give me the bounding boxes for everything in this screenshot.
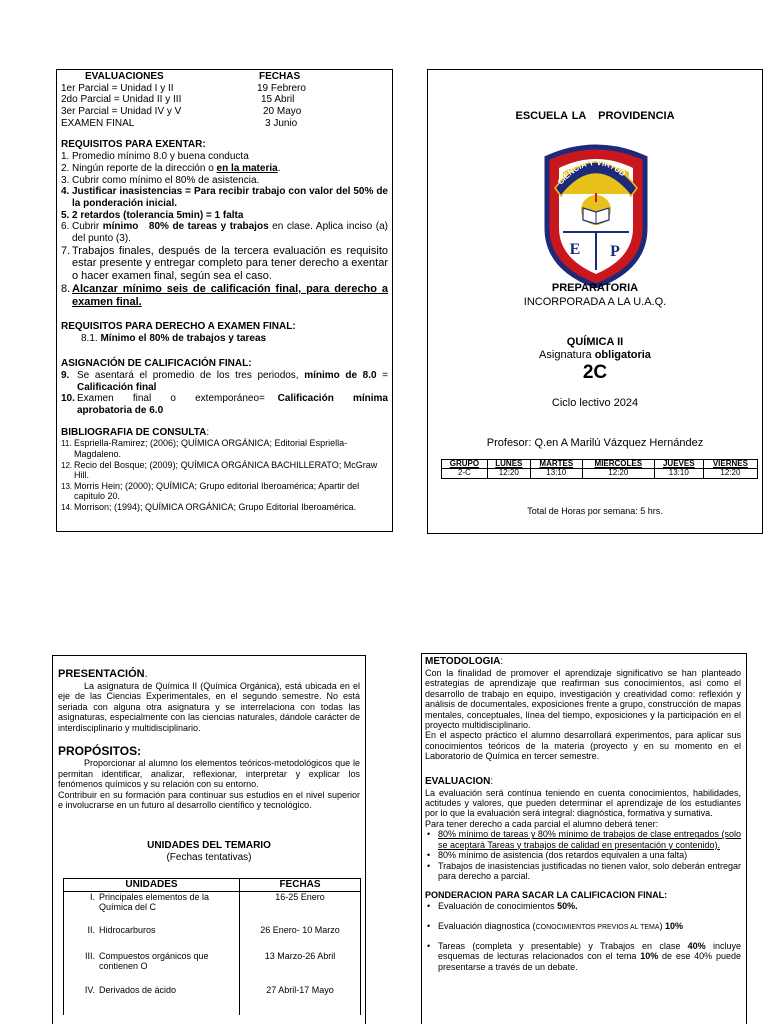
table-header: FECHAS <box>240 879 361 892</box>
table-row <box>64 925 361 951</box>
crest-letter-p: P <box>610 243 620 260</box>
table-cell: 13:10 <box>530 469 582 478</box>
list-item: • Trabajos de inasistencias justificadas no tienen valor, solo deberán entregar para derecho a parcial. <box>427 860 741 882</box>
incorporation-text: INCORPORADA A LA U.A.Q. <box>523 296 667 308</box>
evaluations-table <box>61 71 388 129</box>
evaluations-panel <box>56 69 393 532</box>
table-cell: 26 Enero- 10 Marzo <box>240 925 361 951</box>
bullet-icon: • <box>427 829 431 840</box>
requirements-list <box>425 829 741 881</box>
exentar-list <box>61 151 388 308</box>
crest-letter-e: E <box>569 241 581 258</box>
asignacion-title: ASIGNACIÓN DE CALIFICACIÓN FINAL: <box>61 358 252 370</box>
table-header: JUEVES <box>654 460 703 469</box>
evaluations-header: EVALUACIONES <box>85 71 164 82</box>
bullet-icon: • <box>427 901 431 912</box>
purposes-text-2: Contribuir en su formación para continuar sus estudios en el nivel superior e involucrarse en un futuro al desarrollo científico y tecnológico. <box>58 789 360 811</box>
units-subtitle: (Fechas tentativas) <box>166 852 252 864</box>
bullet-icon: • <box>427 850 431 861</box>
table-header: VIERNES <box>703 460 757 469</box>
methodology-text: Con la finalidad de promover el aprendizaje significativo se han planteado estrategias de aprendizaje que reafirman sus conocimientos, así como el desarrollo de trabajo en equipo, investigación y creatividad como: reflexión y análisis de documentales, exposiciones frente a grupo, construcción de mapas mentales, conceptuales, línea del tiempo, exposiciones y la participación en el proyecto multidisciplinario. <box>425 667 741 730</box>
list-item: 14. Morrison; (1994); QUÍMICA ORGÁNICA; Grupo Editorial Iberoamérica. <box>61 502 357 513</box>
evaluation-date: 19 Febrero <box>257 82 306 94</box>
table-row <box>442 469 758 478</box>
table-cell: 16-25 Enero <box>240 891 361 925</box>
list-item: 3. Cubrir como mínimo el 80% de asistencia. <box>61 174 260 186</box>
weekly-hours: Total de Horas por semana: 5 hrs. <box>527 506 663 516</box>
teacher-name: Profesor: Q.en A Marilú Vázquez Hernández <box>486 437 704 449</box>
table-cell: II. Hidrocarburos <box>64 925 240 951</box>
evaluation-text: La evaluación será continua teniendo en cuenta conocimientos, habilidades, actitudes y valores, que pueden determinar el aprendizaje de los estudiantes por lo que la evaluación será integral: diagnóstica, formativa y sumativa. <box>425 787 741 819</box>
evaluation-date: 20 Mayo <box>263 106 302 118</box>
table-header: MARTES <box>530 460 582 469</box>
purposes-text: Proporcionar al alumno los elementos teóricos-metodológicos que le permitan identificar, analizar, reflexionar, interpretar y explicar los fenómenos químicos y su relación con su entorno. <box>58 758 360 790</box>
table-header: LUNES <box>487 460 530 469</box>
table-cell: 2-C <box>442 469 488 478</box>
bullet-icon: • <box>427 920 431 931</box>
group-label: 2C <box>582 362 608 383</box>
bibliography-title: BIBLIOGRAFIA DE CONSULTA: <box>61 426 210 438</box>
derecho-item: 8.1. Mínimo el 80% de trabajos y tareas <box>81 333 267 345</box>
dates-header: FECHAS <box>259 71 301 82</box>
units-title: UNIDADES DEL TEMARIO <box>147 839 271 851</box>
presentation-text: La asignatura de Química II (Química Orgánica), está ubicada en el eje de las Ciencias Experimentales, en el segundo semestre. No está seriada con alguna otra asignatura y se interrelaciona con todas las asignaturas, especialmente con las ciencias naturales, dándole carácter de interdisciplinario y multidisciplinario. <box>58 680 360 733</box>
table-header: UNIDADES <box>64 879 240 892</box>
table-header-row <box>442 460 758 469</box>
units-table <box>63 878 361 1015</box>
list-item: 13. Morris Hein; (2000); QUÍMICA; Grupo editorial Iberoamérica; Apartir del capitulo 20. <box>61 480 360 502</box>
list-item: • 80% mínimo de tareas y 80% mínimo de trabajos de clase entregados (solo se aceptará Tareas y trabajos de calidad en presentación y contenido). <box>427 829 741 850</box>
evaluation-label: EXAMEN FINAL <box>61 117 135 129</box>
derecho-title: REQUISITOS PARA DERECHO A EXAMEN FINAL: <box>61 321 296 333</box>
table-cell: 13:10 <box>654 469 703 478</box>
school-crest-logo <box>535 138 657 288</box>
school-name: ESCUELA LA PROVIDENCIA <box>515 110 675 122</box>
table-cell: IV. Derivados de ácido <box>64 985 240 1015</box>
crest-motto: CIENCIA Y VIRTUD <box>555 157 628 187</box>
evaluation-title: EVALUACION: <box>425 775 494 787</box>
subject-title: QUÍMICA II <box>566 336 624 348</box>
evaluation-label: 3er Parcial = Unidad IV y V <box>61 106 182 118</box>
grading-title: PONDERACION PARA SACAR LA CALIFICACION FINAL: <box>425 890 668 901</box>
list-item: • Evaluación diagnostica (CONOCIMIENTOS PREVIOS AL TEMA) 10% <box>427 920 684 931</box>
table-header-row <box>64 879 361 892</box>
school-year: Ciclo lectivo 2024 <box>551 397 639 409</box>
evaluation-date: 15 Abril <box>261 94 295 106</box>
exentar-title: REQUISITOS PARA EXENTAR: <box>61 139 206 151</box>
evaluation-label: 1er Parcial = Unidad I y II <box>61 82 174 94</box>
table-cell: 12:20 <box>582 469 654 478</box>
list-item: 12. Recio del Bosque; (2009); QUÍMICA ORGÁNICA BACHILLERATO; McGraw Hill. <box>61 459 378 481</box>
purposes-title: PROPÓSITOS: <box>58 744 142 759</box>
list-item: 5. 2 retardos (tolerancia 5min) = 1 falta <box>61 209 244 221</box>
bullet-icon: • <box>427 940 431 951</box>
evaluation-label: 2do Parcial = Unidad II y III <box>61 94 182 106</box>
table-row <box>64 985 361 1015</box>
list-item: 10. Examen final o extemporáneo= Calificación mínima aprobatoria de 6.0 <box>61 393 391 416</box>
list-item: 1. Promedio mínimo 8.0 y buena conducta <box>61 151 249 163</box>
presentation-panel <box>52 655 366 1024</box>
bibliography-list <box>61 438 388 512</box>
grading-list <box>425 901 741 972</box>
methodology-title: METODOLOGIA: <box>425 656 504 667</box>
evaluation-date: 3 Junio <box>265 117 298 129</box>
subject-type: Asignatura obligatoria <box>539 349 651 361</box>
evaluation-text-2: Para tener derecho a cada parcial el alumno deberá tener: <box>425 818 659 829</box>
list-item: 2. Ningún reporte de la dirección o en la materia. <box>61 162 281 174</box>
table-cell: 27 Abril-17 Mayo <box>240 985 361 1015</box>
list-item: 6. Cubrir mínimo 80% de tareas y trabajos en clase. Aplica inciso (a) del punto (3). <box>61 221 388 245</box>
bullet-icon: • <box>427 860 431 871</box>
table-row <box>64 951 361 985</box>
list-item: 11. Espriella-Ramirez; (2006); QUÍMICA ORGÁNICA; Editorial Espriella-Magdaleno. <box>61 438 348 460</box>
table-row <box>64 891 361 925</box>
presentation-title: PRESENTACIÓN. <box>58 668 148 680</box>
methodology-text-2: En el aspecto práctico el alumno desarrollará experimentos, para aplicar sus conocimientos teóricos de la materia (proyecto y en su momento en el Laboratorio de Química en tercer semestre. <box>425 730 741 762</box>
preparatoria-title: PREPARATORIA <box>551 282 639 294</box>
table-cell: 13 Marzo-26 Abril <box>240 951 361 985</box>
table-cell: III. Compuestos orgánicos que contienen O <box>64 951 240 985</box>
list-item: 4. Justificar inasistencias = Para recibir trabajo con valor del 50% de la ponderación inicial. <box>61 186 388 209</box>
schedule-table <box>441 459 758 479</box>
list-item: • Evaluación de conocimientos 50%. <box>427 901 578 912</box>
list-item: 9. Se asentará el promedio de los tres periodos, mínimo de 8.0 = Calificación final <box>61 369 388 393</box>
table-cell: 12:20 <box>703 469 757 478</box>
cover-panel <box>427 69 763 534</box>
table-header: MIERCOLES <box>582 460 654 469</box>
table-header: GRUPO <box>442 460 488 469</box>
list-item: 7. Trabajos finales, después de la tercera evaluación es requisito estar presente y entregar completo para tener derecho a exentar o hacer examen final, según sea el caso. <box>61 244 388 283</box>
list-item: • Tareas (completa y presentable) y Trabajos en clase 40% incluye esquemas de lecturas relacionados con el tema 10% de ese 40% puede presentarse a través de un debate. <box>427 940 742 972</box>
list-item: • 80% mínimo de asistencia (dos retardos equivalen a una falta) <box>427 850 688 861</box>
methodology-panel <box>421 653 747 1024</box>
list-item: 8. Alcanzar mínimo seis de calificación final, para derecho a examen final. <box>61 282 388 308</box>
table-cell: I. Principales elementos de la Química del C <box>64 891 240 925</box>
asignacion-list <box>61 369 391 417</box>
table-cell: 12:20 <box>487 469 530 478</box>
